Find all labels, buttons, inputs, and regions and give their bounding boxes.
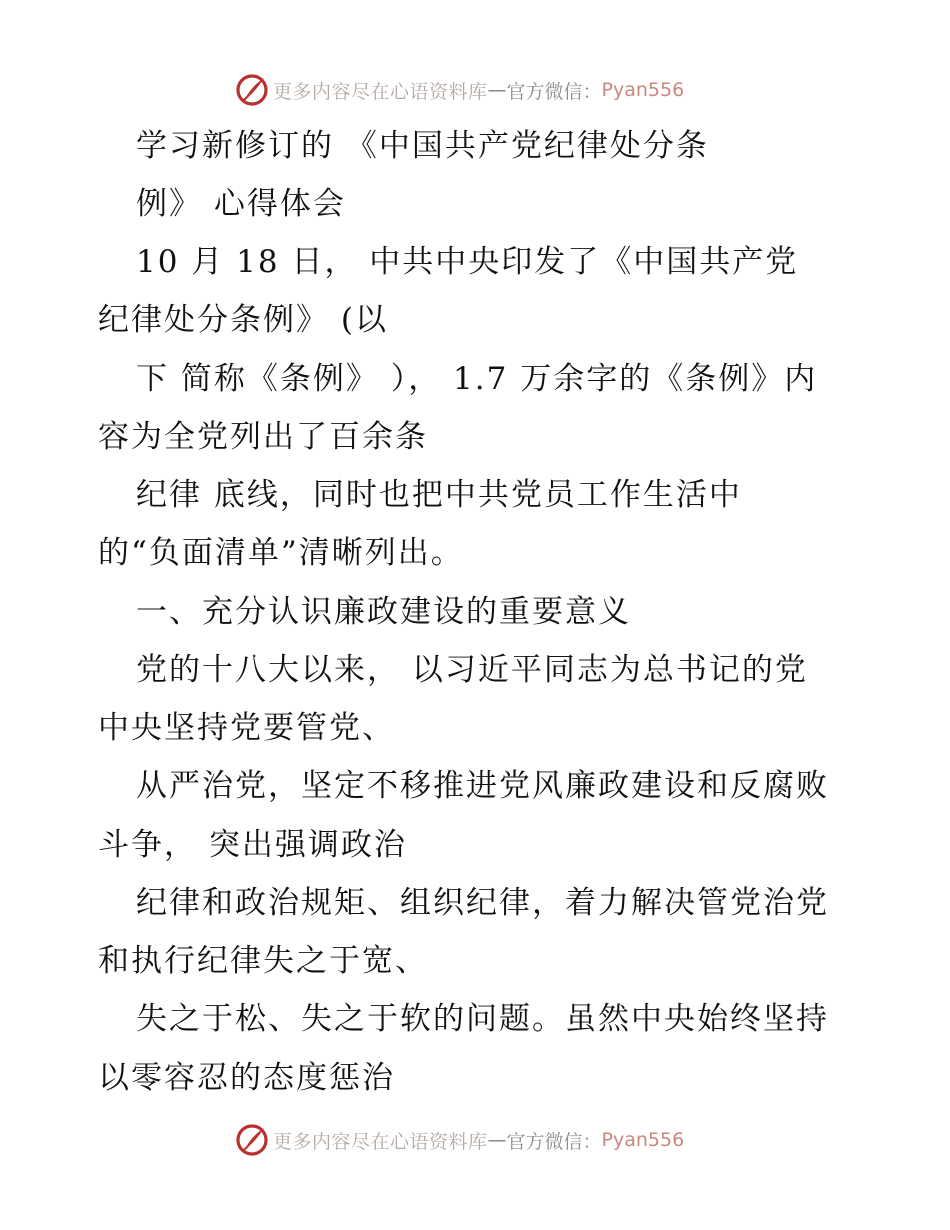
watermark-id: Pyan556 bbox=[601, 1129, 685, 1151]
text-line: 10 月 18 日， 中共中央印发了《中国共产党 bbox=[136, 244, 799, 280]
watermark-label: 官方微信： bbox=[506, 1130, 602, 1153]
text-line: 纪律和政治规矩、组织纪律，着力解决管党治党 bbox=[136, 885, 829, 921]
watermark-label: 官方微信： bbox=[506, 80, 602, 103]
quill-logo-icon bbox=[235, 1123, 269, 1157]
watermark-header bbox=[235, 72, 684, 108]
text-line: 以零容忍的态度惩治 bbox=[98, 1060, 395, 1096]
text-line: 例》 心得体会 bbox=[136, 186, 346, 222]
watermark-text: 更多内容尽在心语资料库 bbox=[273, 80, 488, 103]
watermark-text: 更多内容尽在心语资料库 bbox=[273, 1130, 488, 1153]
watermark-footer bbox=[235, 1122, 684, 1158]
watermark-separator: — bbox=[487, 1129, 507, 1151]
text-line: 纪律 底线，同时也把中共党员工作生活中 bbox=[136, 477, 742, 513]
quill-logo-icon bbox=[235, 73, 269, 107]
watermark-separator: — bbox=[487, 79, 507, 101]
text-line: 从严治党，坚定不移推进党风廉政建设和反腐败 bbox=[136, 768, 829, 804]
text-line: 中央坚持党要管党、 bbox=[98, 710, 395, 746]
text-line: 党的十八大以来， 以习近平同志为总书记的党 bbox=[136, 652, 808, 688]
text-line: 学习新修订的 《中国共产党纪律处分条 bbox=[136, 128, 709, 164]
text-line: 失之于松、失之于软的问题。虽然中央始终坚持 bbox=[136, 1001, 829, 1037]
text-line: 纪律处分条例》 (以 bbox=[98, 302, 388, 338]
text-line: 斗争， 突出强调政治 bbox=[98, 827, 407, 863]
text-line: 的“负面清单”清晰列出。 bbox=[98, 535, 464, 571]
text-line: 容为全党列出了百余条 bbox=[98, 419, 428, 455]
text-line: 下 简称《条例》 ）， 1.7 万余字的《条例》内 bbox=[136, 361, 818, 397]
watermark-id: Pyan556 bbox=[601, 79, 685, 101]
section-heading: 一、充分认识廉政建设的重要意义 bbox=[136, 594, 631, 630]
text-line: 和执行纪律失之于宽、 bbox=[98, 943, 428, 979]
